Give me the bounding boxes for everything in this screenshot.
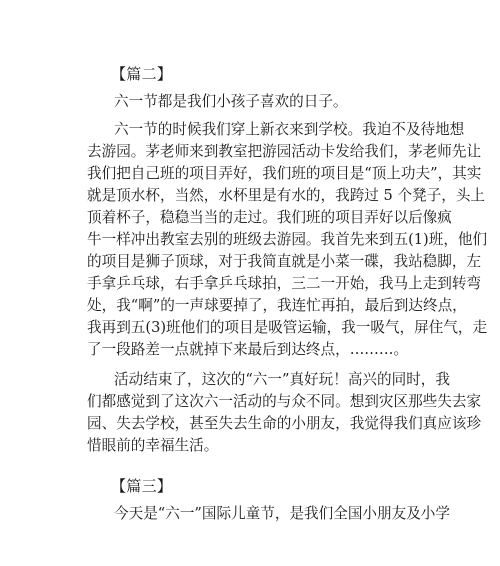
paragraph-line: 处，我“啊”的一声球要掉了，我连忙再拍，最后到达终点， <box>87 297 467 314</box>
paragraph-line: 的项目是狮子顶球，对于我简直就是小菜一碟，我站稳脚，左 <box>87 253 482 270</box>
paragraph-line: 我们把自己班的项目弄好，我们班的项目是“顶上功夫”，其实 <box>87 165 482 182</box>
paragraph-line: 我再到五(3)班他们的项目是吸管运输，我一吸气，屏住气，走 <box>87 319 488 336</box>
paragraph-line: 六一节都是我们小孩子喜欢的日子。 <box>114 93 348 110</box>
paragraph-line: 们都感觉到了这次六一活动的与众不同。想到灾区那些失去家 <box>87 393 482 410</box>
section-heading: 【篇三】 <box>111 477 173 495</box>
paragraph-line: 惜眼前的幸福生活。 <box>87 437 219 454</box>
paragraph-line: 六一节的时候我们穿上新衣来到学校。我迫不及待地想 <box>114 121 465 138</box>
paragraph-line: 今天是“六一”国际儿童节，是我们全国小朋友及小学 <box>114 505 450 522</box>
paragraph-line: 活动结束了，这次的“六一”真好玩！高兴的同时，我 <box>114 371 450 388</box>
paragraph-line: 园、失去学校，甚至失去生命的小朋友，我觉得我们真应该珍 <box>87 415 482 432</box>
section-heading: 【篇二】 <box>111 65 173 83</box>
paragraph-line: 手拿乒乓球，右手拿乒乓球拍，三二一开始，我马上走到转弯 <box>87 275 482 292</box>
paragraph-line: 牛一样冲出教室去别的班级去游园。我首先来到五(1)班，他们 <box>87 231 488 248</box>
paragraph-line: 了一段路差一点就掉下来最后到达终点，………。 <box>87 341 409 358</box>
paragraph-line: 去游园。茅老师来到教室把游园活动卡发给我们，茅老师先让 <box>87 143 482 160</box>
paragraph-line: 就是顶水杯，当然，水杯里是有水的，我跨过 5 个凳子，头上 <box>87 187 486 204</box>
paragraph-line: 顶着杯子，稳稳当当的走过。我们班的项目弄好以后像疯 <box>87 209 452 226</box>
